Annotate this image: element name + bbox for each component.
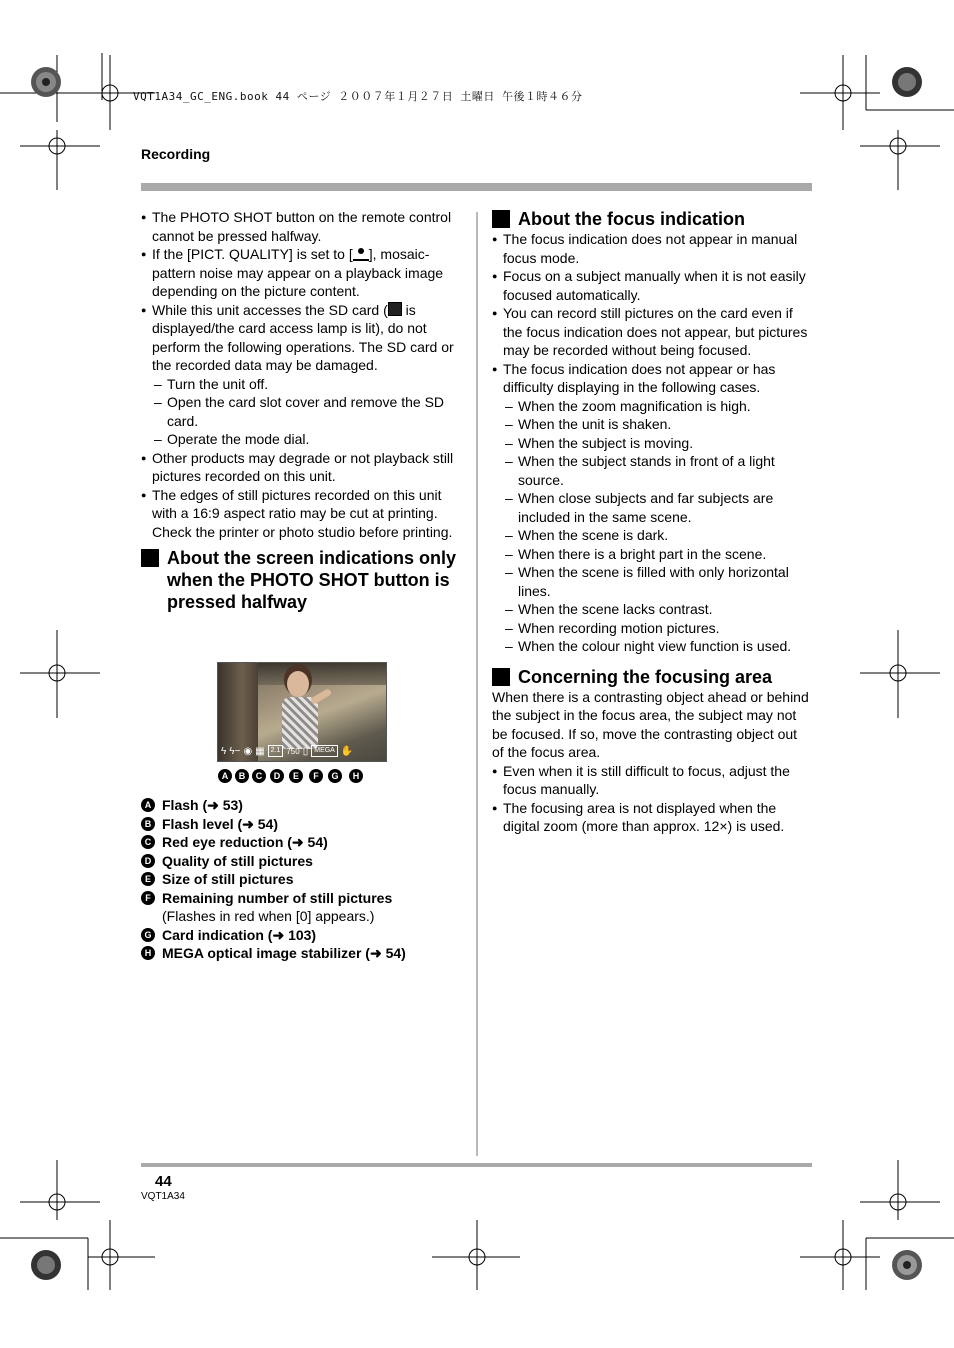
dash-item: – When the zoom magnification is high. <box>505 397 751 414</box>
dash-item: – When the subject is moving. <box>505 434 694 451</box>
section-label: Recording <box>141 146 211 162</box>
red-eye-icon: ◉ <box>243 745 253 757</box>
dash-item: – When the colour night view function is used. <box>505 638 792 654</box>
marker-b: B <box>235 769 249 783</box>
model-code: VQT1A34 <box>141 1191 185 1202</box>
dash-item: – When close subjects and far subjects are included in the same scene. <box>505 490 774 525</box>
legend-letter: C <box>141 835 155 849</box>
dash-text: Operate the mode dial. <box>167 431 310 447</box>
heading-text: Concerning the focusing area <box>518 666 773 687</box>
dash-item: – When the scene is dark. <box>505 527 669 543</box>
bottom-rule <box>141 1163 812 1167</box>
dash-text: When recording motion pictures. <box>518 619 720 636</box>
top-rule <box>141 183 812 191</box>
legend-letter: A <box>141 798 155 812</box>
picture-size: 2.1 <box>268 745 284 757</box>
indicator-legend <box>141 796 471 963</box>
heading-square-icon <box>141 549 159 567</box>
bullet-text: While this unit accesses the SD card ( <box>152 301 388 318</box>
legend-letter: E <box>141 872 155 886</box>
marker-d: D <box>270 769 284 783</box>
bullet-item: ● The PHOTO SHOT button on the remote control cannot be pressed halfway. <box>141 208 465 245</box>
dash-text: When the subject stands in front of a light source. <box>518 453 775 488</box>
dash-item: – Open the card slot cover and remove the SD card. <box>154 394 445 429</box>
screen-example-image <box>217 662 387 762</box>
bullet-item: ● The focus indication does not appear in manual focus mode. <box>492 230 812 267</box>
dash-text: Open the card slot cover and remove the SD card. <box>167 394 445 429</box>
section-heading <box>492 666 812 688</box>
dash-item: – Turn the unit off. <box>154 375 269 392</box>
bullet-item: ● The focusing area is not displayed when the digital zoom (more than approx. 12×) is used. <box>492 799 812 836</box>
legend-letter: G <box>141 928 155 942</box>
legend-text: Flash level (➜ 54) <box>162 815 278 832</box>
remaining-count: 750 <box>286 746 300 756</box>
legend-text: Card indication (➜ 103) <box>162 926 317 943</box>
left-column <box>141 208 465 613</box>
heading-text: About the focus indication <box>518 209 745 229</box>
print-header-line: VQT1A34_GC_ENG.book 44 ページ ２００７年１月２７日 土曜日 午後１時４６分 <box>133 90 583 103</box>
heading-square-icon <box>492 210 510 228</box>
flash-level-icon: ϟ− <box>229 745 241 757</box>
heading-square-icon <box>492 668 510 686</box>
dash-text: When the colour night view function is used. <box>518 638 792 654</box>
legend-text: Red eye reduction (➜ 54) <box>162 834 328 850</box>
legend-text: Flash (➜ 53) <box>162 797 243 813</box>
on-screen-display <box>221 744 383 758</box>
legend-letter: F <box>141 891 155 905</box>
legend-item <box>141 889 471 908</box>
mega-ois-badge: MEGA <box>311 745 338 757</box>
legend-item <box>141 852 471 871</box>
dash-item: – When the scene is filled with only horizontal lines. <box>505 564 789 599</box>
marker-e: E <box>289 769 303 783</box>
bullet-item <box>141 301 465 375</box>
card-icon: ▯ <box>302 745 309 757</box>
legend-text: MEGA optical image stabilizer (➜ 54) <box>162 945 406 961</box>
legend-letter: B <box>141 817 155 831</box>
bullet-item <box>141 245 465 301</box>
legend-text: Size of still pictures <box>162 871 294 887</box>
bullet-text: ], mosaic-pattern noise may appear on a playback image depending on the picture content. <box>152 246 444 299</box>
dash-text: When the unit is shaken. <box>518 416 672 432</box>
dash-text: When the subject is moving. <box>518 434 694 451</box>
dash-text: When the scene is dark. <box>518 527 669 543</box>
quality-icon: ▦ <box>255 745 265 757</box>
column-divider <box>476 212 478 1156</box>
marker-c: C <box>252 769 266 783</box>
bullet-item: ● Focus on a subject manually when it is not easily focused automatically. <box>492 267 812 304</box>
dash-item: – When the scene lacks contrast. <box>505 601 713 617</box>
dash-item: – When recording motion pictures. <box>505 619 720 636</box>
bullet-item: ● You can record still pictures on the card even if the focus indication does not appear, but pictures may be recorded without being focused. <box>492 304 812 360</box>
flash-icon: ϟ <box>221 745 227 757</box>
indicator-markers <box>217 767 387 785</box>
dash-item: – When the subject stands in front of a light source. <box>505 453 775 488</box>
dash-item: – Operate the mode dial. <box>154 431 310 447</box>
picture-quality-icon <box>353 247 369 261</box>
dash-text: When close subjects and far subjects are included in the same scene. <box>518 490 774 525</box>
dash-text: When there is a bright part in the scene. <box>518 545 767 562</box>
legend-text: Remaining number of still pictures <box>162 889 393 906</box>
dash-text: When the scene is filled with only horizontal lines. <box>518 564 789 599</box>
section-heading <box>492 208 812 230</box>
right-column <box>492 208 812 836</box>
dash-text: When the scene lacks contrast. <box>518 601 713 617</box>
marker-g: G <box>328 769 342 783</box>
heading-text: About the screen indications only when the PHOTO SHOT button is pressed halfway <box>167 548 457 612</box>
page-number: 44 <box>155 1173 172 1190</box>
marker-f: F <box>309 769 323 783</box>
bullet-text: If the [PICT. QUALITY] is set to [ <box>152 246 353 262</box>
bullet-item: ● Other products may degrade or not playback still pictures recorded on this unit. <box>141 449 465 486</box>
legend-letter: D <box>141 854 155 868</box>
section-heading <box>141 547 465 613</box>
dash-item: – When there is a bright part in the scene. <box>505 545 767 562</box>
legend-note: (Flashes in red when [0] appears.) <box>162 908 375 924</box>
marker-h: H <box>349 769 363 783</box>
bullet-item: ● The focus indication does not appear or has difficulty displaying in the following cases. <box>492 360 812 397</box>
hand-icon: ✋ <box>340 745 354 757</box>
legend-item <box>141 833 471 852</box>
legend-text: Quality of still pictures <box>162 852 313 869</box>
dash-text: When the zoom magnification is high. <box>518 397 751 414</box>
legend-item <box>141 815 471 834</box>
dash-item: – When the unit is shaken. <box>505 416 672 432</box>
dash-text: Turn the unit off. <box>167 375 269 392</box>
bullet-item: ● Even when it is still difficult to focus, adjust the focus manually. <box>492 762 812 799</box>
legend-item <box>141 796 471 815</box>
legend-letter: H <box>141 946 155 960</box>
sd-card-access-icon <box>388 302 402 316</box>
legend-item <box>141 944 471 963</box>
legend-item <box>141 926 471 945</box>
paragraph: When there is a contrasting object ahead or behind the subject in the focus area, the subject may not be focused. If so, move the contrasting object out of the focus area. <box>492 688 809 760</box>
legend-item <box>141 870 471 889</box>
bullet-item: ● The edges of still pictures recorded on this unit with a 16:9 aspect ratio may be cut at printing. Check the printer or photo studio before printing. <box>141 486 465 542</box>
bullet-text: is displayed/the card access lamp is lit), do not perform the following operations. The SD card or the recorded data may be damaged. <box>152 301 454 373</box>
marker-a: A <box>218 769 232 783</box>
